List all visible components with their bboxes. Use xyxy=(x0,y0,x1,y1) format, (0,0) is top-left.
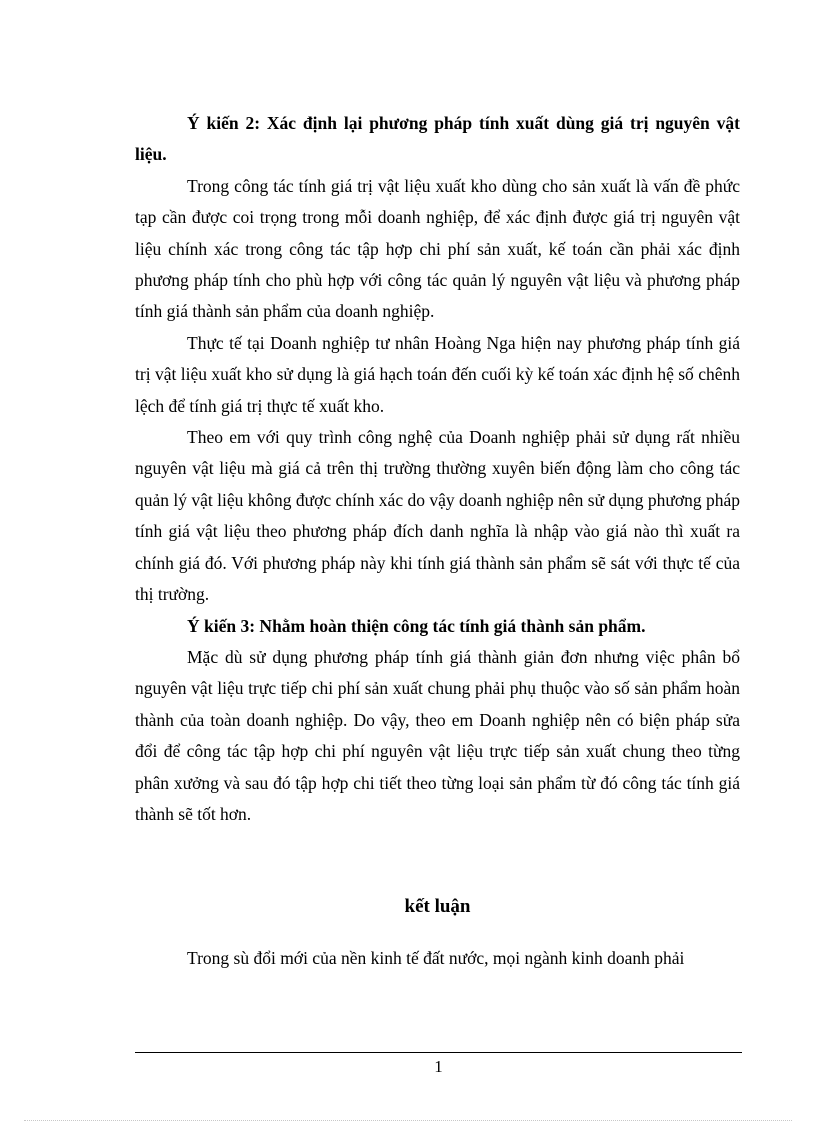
opinion-2-paragraph-2: Thực tế tại Doanh nghiệp tư nhân Hoàng Nga hiện nay phương pháp tính giá trị vật liệu xuất kho sử dụng là giá hạch toán đến cuối kỳ kế toán xác định hệ số chênh lệch để tính giá trị thực tế xuất kho. xyxy=(135,332,740,416)
conclusion-paragraph-1: Trong sù đổi mới của nền kinh tế đất nước, mọi ngành kinh doanh phải xyxy=(187,947,685,968)
opinion-3-heading: Ý kiến 3: Nhằm hoàn thiện công tác tính giá thành sản phẩm. xyxy=(187,615,646,636)
opinion-2-paragraph-3: Theo em với quy trình công nghệ của Doanh nghiệp phải sử dụng rất nhiều nguyên vật liệu mà giá cả trên thị trường thường xuyên biến động làm cho công tác quản lý vật liệu không được chính xác do vậy doanh nghiệp nên sử dụng phương pháp tính giá vật liệu theo phương pháp đích danh nghĩa là nhập vào giá nào thì xuất ra chính giá đó. Với phương pháp này khi tính giá thành sản phẩm sẽ sát với thực tế của thị trường. xyxy=(135,427,740,605)
opinion-2-paragraph-1: Trong công tác tính giá trị vật liệu xuất kho dùng cho sản xuất là vấn đề phức tạp cần được coi trọng trong mỗi doanh nghiệp, để xác định được giá trị nguyên vật liệu chính xác trong công tác tập hợp chi phí sản xuất, kế toán cần phải xác định phương pháp tính cho phù hợp với công tác quản lý nguyên vật liệu và phương pháp tính giá thành sản phẩm của doanh nghiệp. xyxy=(135,175,740,322)
page-bottom-edge xyxy=(24,1120,792,1121)
page-number: 1 xyxy=(434,1057,443,1076)
conclusion-title: kết luận xyxy=(404,896,471,918)
document-body xyxy=(135,108,740,974)
footer-rule xyxy=(135,1052,742,1053)
opinion-3-paragraph-1: Mặc dù sử dụng phương pháp tính giá thành giản đơn nhưng việc phân bổ nguyên vật liệu trực tiếp chi phí sản xuất chung phải phụ thuộc vào số sản phẩm hoàn thành của toàn doanh nghiệp. Do vậy, theo em Doanh nghiệp nên có biện pháp sửa đổi để công tác tập hợp chi phí nguyên vật liệu trực tiếp sản xuất chung theo từng phân xưởng và sau đó tập hợp chi tiết theo từng loại sản phẩm từ đó công tác tính giá thành sẽ tốt hơn. xyxy=(135,646,740,824)
opinion-2-heading: Ý kiến 2: Xác định lại phương pháp tính xuất dùng giá trị nguyên vật liệu. xyxy=(135,113,740,165)
